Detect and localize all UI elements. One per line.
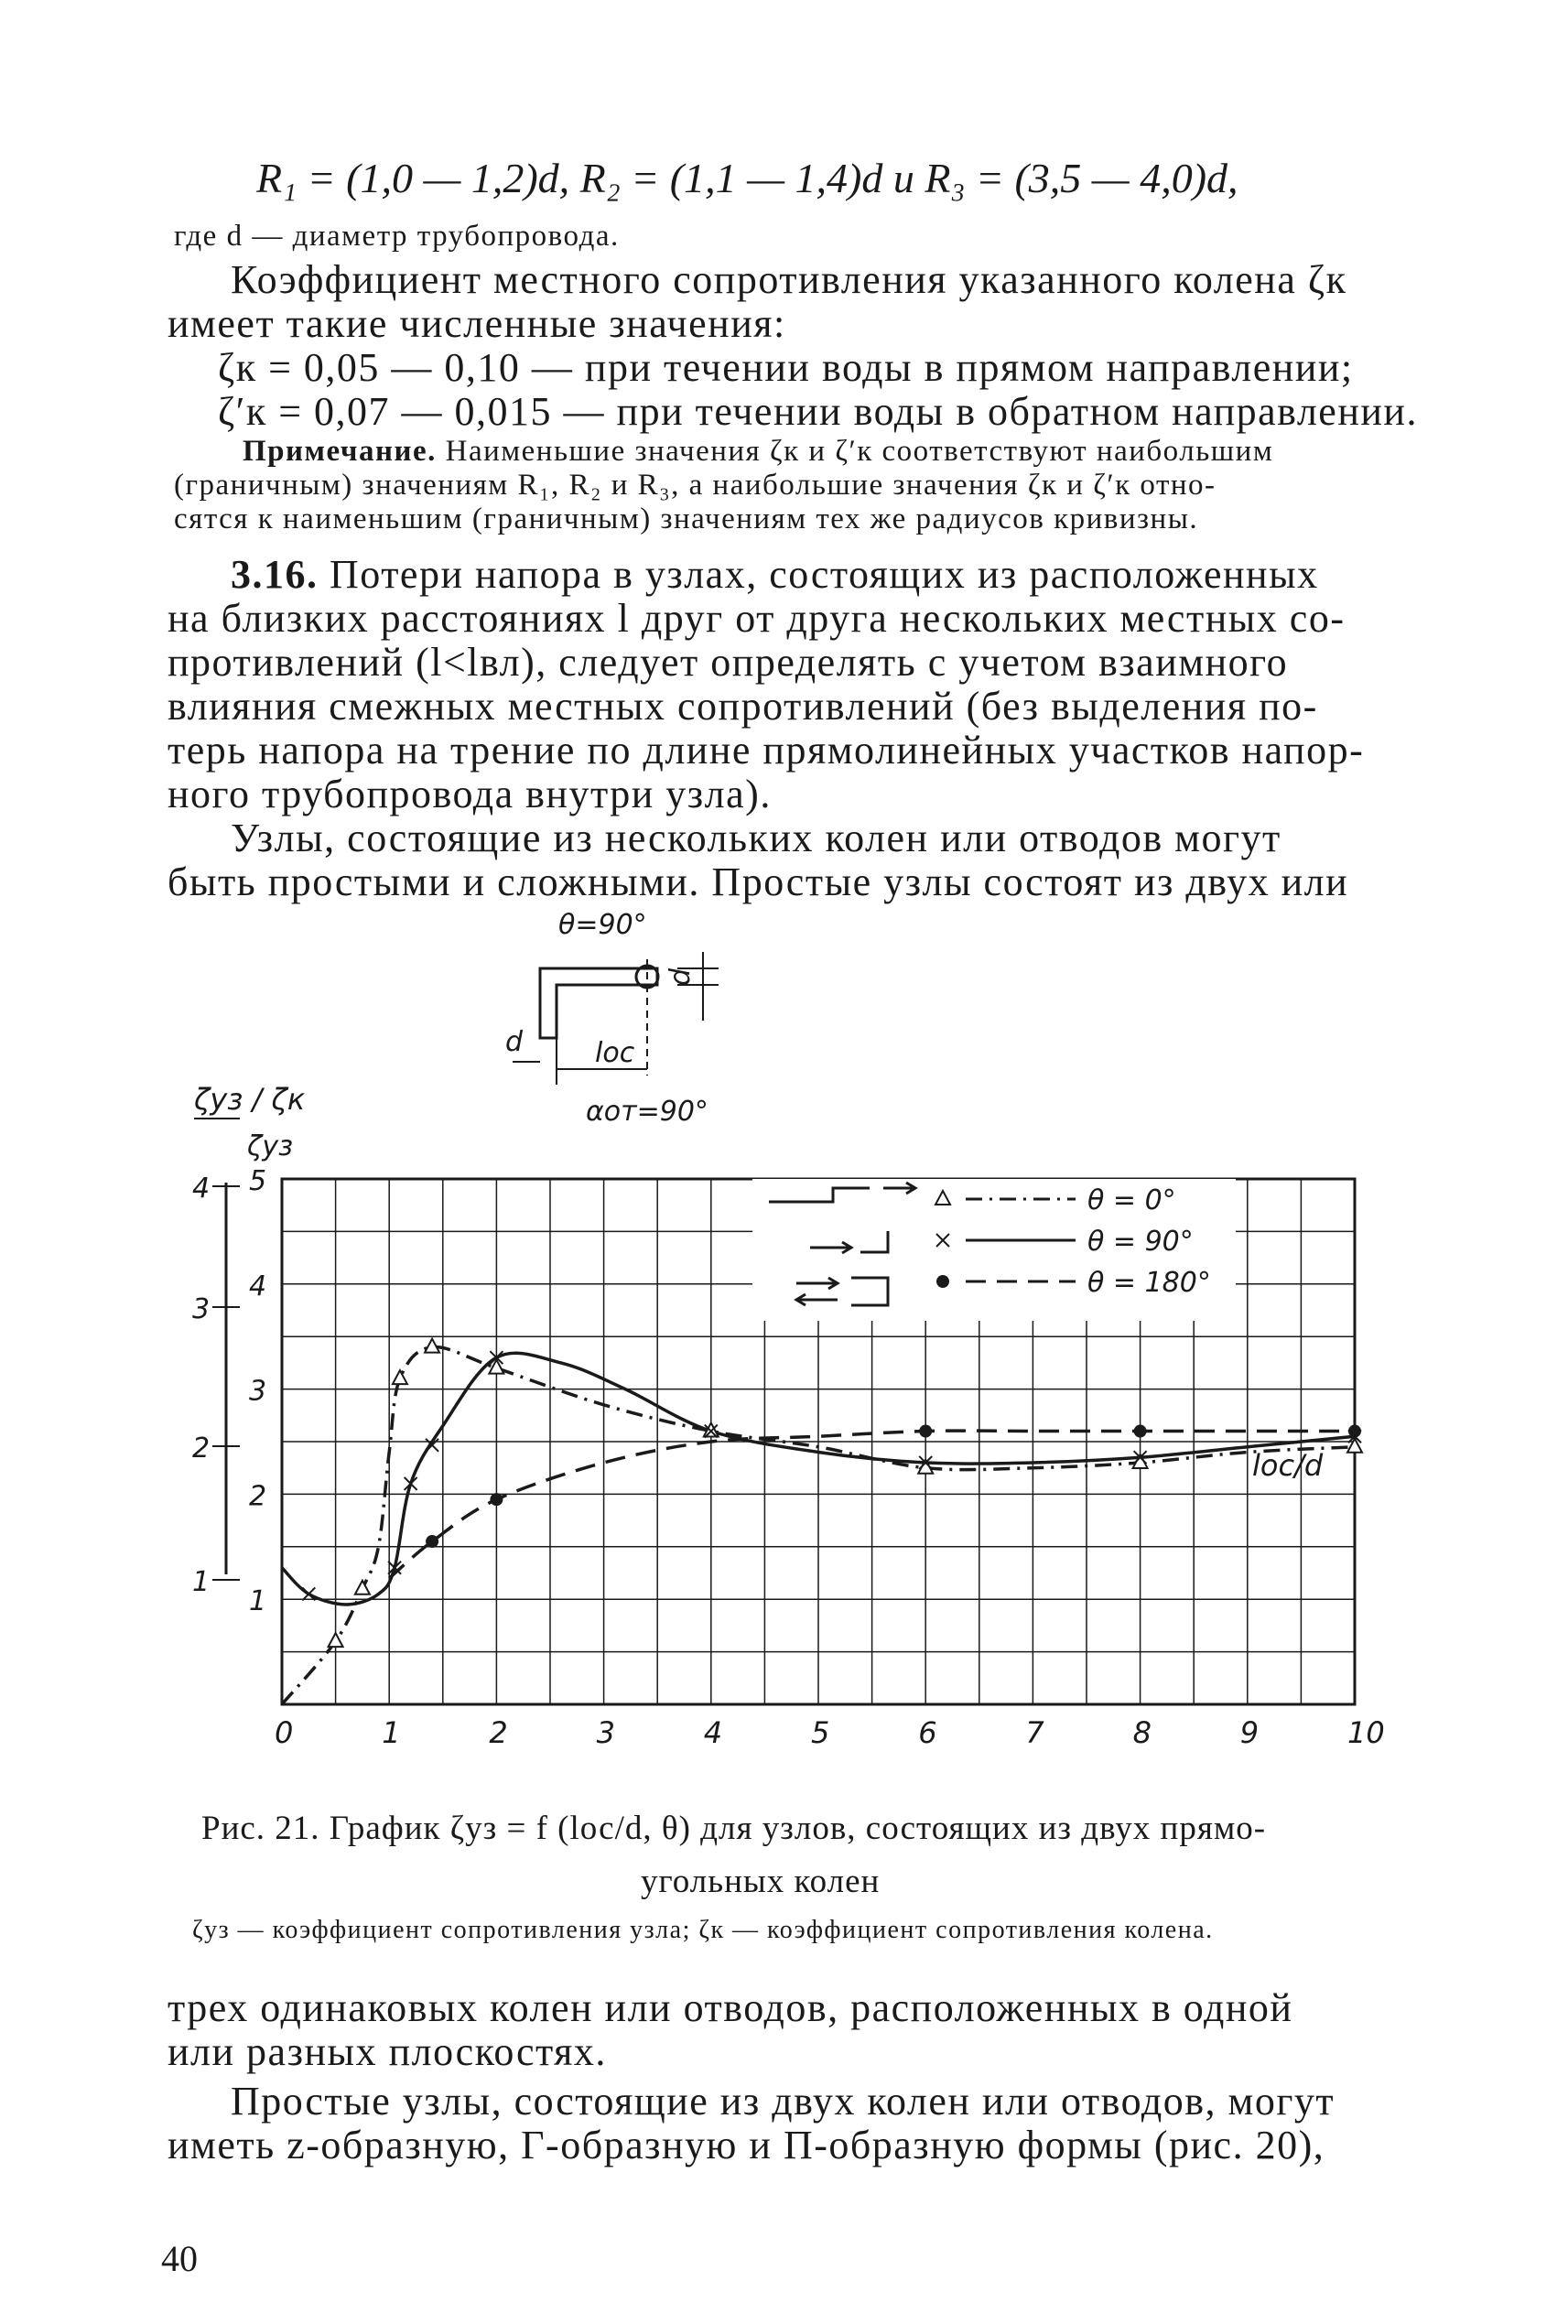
after-line-4: иметь z-образную, Г-образную и П-образную формы (рис. 20), [168, 2123, 1325, 2167]
sketch-d-side-label: d [665, 967, 697, 986]
section-3-16-line-5: терь напора на трение по длине прямолинейных участков напор- [168, 728, 1365, 773]
section-3-16-line-3: противлений (l<lвл), следует определять с учетом взаимного [168, 640, 1289, 685]
left-scale-label: 2 [192, 1432, 211, 1465]
dot-marker [936, 1275, 949, 1288]
x-axis-title: lос/d [1252, 1448, 1324, 1483]
x-tick-label: 9 [1239, 1715, 1260, 1750]
dot-marker [490, 1493, 503, 1506]
x-tick-label: 5 [811, 1715, 830, 1750]
left-scale-label: 1 [192, 1566, 211, 1598]
x-tick-label: 8 [1132, 1715, 1152, 1750]
note-line-1-text: Наименьшие значения ζк и ζ′к соответствуют наибольшим [445, 435, 1274, 468]
note-line-2: (граничным) значениям R₁, R₂ и R₃, а наибольшие значения ζк и ζ′к отно- [174, 469, 1217, 502]
x-tick-label: 6 [918, 1715, 937, 1750]
x-tick-label: 1 [382, 1715, 401, 1750]
elbow-pipe [540, 968, 657, 1038]
x-tick-label: 0 [275, 1715, 294, 1750]
page-number: 40 [161, 2238, 198, 2279]
section-3-16-line-6: ного трубопровода внутри узла). [168, 772, 772, 816]
x-tick-label: 2 [489, 1715, 508, 1750]
zeta-line-1: ζк = 0,05 — 0,10 — при течении воды в прямом направлении; [218, 345, 1354, 390]
legend-label: θ = 90° [1087, 1226, 1194, 1258]
coef-line-2: имеет такие численные значения: [168, 301, 786, 346]
sketch-theta-label: θ=90° [558, 909, 647, 941]
sketch-d-left-label: d [505, 1026, 524, 1058]
y-tick-label: 4 [249, 1270, 267, 1303]
dot-marker [426, 1535, 438, 1548]
dot-marker [1348, 1425, 1361, 1438]
x-tick-label: 7 [1025, 1715, 1044, 1750]
left-axis-title: ζуз / ζк [194, 1082, 306, 1117]
figure-caption-line-2: угольных колен [641, 1863, 881, 1900]
x-tick-label: 10 [1347, 1715, 1385, 1750]
after-line-3: Простые узлы, состоящие из двух колен или отводов, могут [231, 2079, 1336, 2124]
nodes-line-2: быть простыми и сложными. Простые узлы состоят из двух или [168, 859, 1349, 904]
section-line-1-text: Потери напора в узлах, состоящих из расположенных [330, 552, 1319, 597]
chart-markers [302, 1339, 1362, 1647]
y-tick-label: 3 [249, 1375, 267, 1408]
triangle-marker [393, 1370, 407, 1384]
sketch-alpha-label: αот=90° [586, 1096, 708, 1128]
figure-caption-line-1: Рис. 21. График ζуз = f (lос/d, θ) для узлов, состоящих из двух прямо- [201, 1810, 1267, 1847]
section-3-16-line-4: влияния смежных местных сопротивлений (без выделения по- [168, 684, 1318, 729]
note-line-3: сятся к наименьшим (граничным) значениям тех же радиусов кривизны. [174, 503, 1199, 535]
coef-line-1: Коэффициент местного сопротивления указанного колена ζк [231, 257, 1347, 302]
section-number: 3.16. [231, 552, 319, 597]
figure-legend-line: ζуз — коэффициент сопротивления узла; ζк — коэффициент сопротивления колена. [192, 1916, 1214, 1944]
after-line-2: или разных плоскостях. [168, 2029, 607, 2074]
x-tick-label: 3 [596, 1715, 615, 1750]
triangle-marker [355, 1581, 370, 1594]
zeta-line-2: ζ′к = 0,07 — 0,015 — при течении воды в обратном направлении. [218, 389, 1418, 434]
x-tick-label: 4 [703, 1715, 723, 1750]
right-axis-title: ζуз [247, 1130, 294, 1162]
radii-formula: R₁ = (1,0 — 1,2)d, R₂ = (1,1 — 1,4)d и R₃ = (3,5 — 4,0)d, [256, 155, 1238, 201]
y-tick-label: 5 [249, 1165, 267, 1197]
note-label: Примечание. [243, 435, 437, 468]
dot-marker [919, 1425, 932, 1438]
after-line-1: трех одинаковых колен или отводов, расположенных в одной [168, 1985, 1293, 2030]
left-scale-label: 3 [192, 1293, 211, 1325]
legend-label: θ = 180° [1087, 1267, 1211, 1299]
dot-marker [1134, 1425, 1147, 1438]
elbow-sketch [505, 909, 719, 1128]
where-d-line: где d — диаметр трубопровода. [174, 220, 620, 253]
y-tick-label: 1 [249, 1585, 267, 1618]
triangle-marker [329, 1633, 343, 1647]
sketch-l-label: lос [595, 1037, 635, 1069]
section-3-16-line-2: на близких расстояниях l друг от друга нескольких местных со- [168, 596, 1346, 641]
cross-marker [302, 1587, 315, 1600]
nodes-line-1: Узлы, состоящие из нескольких колен или отводов могут [231, 816, 1281, 860]
y-tick-label: 2 [249, 1480, 267, 1513]
legend-label: θ = 0° [1087, 1184, 1176, 1216]
left-scale-label: 4 [192, 1173, 211, 1205]
